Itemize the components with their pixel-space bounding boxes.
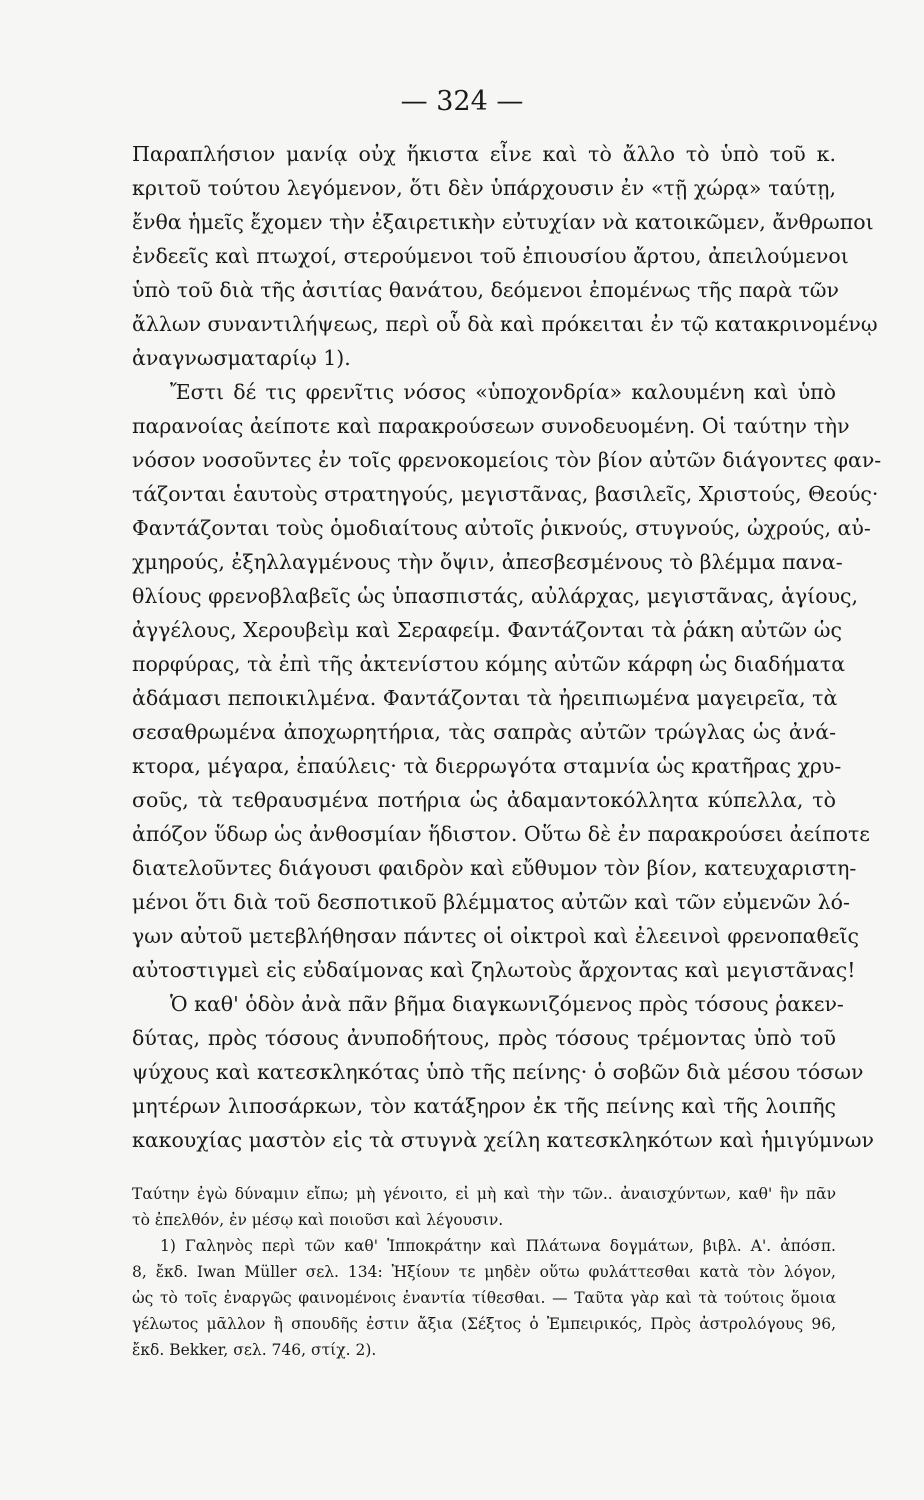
body-line: αὐτοστιγμεὶ εἰς εὐδαίμονας καὶ ζηλωτοὺς ἄρχοντας καὶ μεγιστᾶνας! — [132, 958, 856, 982]
footnote-line: 1) Γαληνὸς περὶ τῶν καθ' Ἱπποκράτην καὶ Πλάτωνα δογμάτων, βιβλ. Α'. ἀπόσπ. — [160, 1237, 836, 1255]
body-line: Ὁ καθ' ὁδὸν ἀνὰ πᾶν βῆμα διαγκωνιζόμενος πρὸς τόσους ῥακεν- — [170, 992, 844, 1016]
page-number: — 324 — — [400, 86, 524, 117]
body-line: κακουχίας μαστὸν εἰς τὰ στυγνὰ χείλη κατεσκληκότων καὶ ἡμιγύμνων — [132, 1128, 874, 1152]
body-line: δύτας, πρὸς τόσους ἀνυποδήτους, πρὸς τόσους τρέμοντας ὑπὸ τοῦ — [132, 1026, 836, 1050]
body-line: διατελοῦντες διάγουσι φαιδρὸν καὶ εὔθυμον τὸν βίον, κατευχαριστη- — [132, 856, 857, 880]
body-line: μητέρων λιποσάρκων, τὸν κατάξηρον ἐκ τῆς πείνης καὶ τῆς λοιπῆς — [132, 1094, 836, 1118]
footnote-line: ὡς τὸ τοῖς ἐναργῶς φαινομένοις ἐναντία τίθεσθαι. — Ταῦτα γὰρ καὶ τὰ τούτοις ὅμοια — [132, 1289, 836, 1307]
body-line: Παραπλήσιον μανίᾳ οὐχ ἥκιστα εἶνε καὶ τὸ ἄλλο τὸ ὑπὸ τοῦ κ. — [132, 142, 836, 166]
footnote-line: 8, ἔκδ. Iwan Müller σελ. 134: Ἠξίουν τε μηδὲν οὕτω φυλάττεσθαι κατὰ τὸν λόγον, — [132, 1263, 836, 1281]
body-line: νόσον νοσοῦντες ἐν τοῖς φρενοκομείοις τὸν βίον αὐτῶν διάγοντες φαν- — [132, 448, 882, 472]
body-line: ἀγγέλους, Χερουβεὶμ καὶ Σεραφείμ. Φαντάζονται τὰ ῥάκη αὐτῶν ὡς — [132, 618, 842, 642]
footnote-line: γέλωτος μᾶλλον ἢ σπουδῆς ἐστιν ἄξια (Σέξτος ὁ Ἐμπειρικός, Πρὸς ἀστρολόγους 96, — [132, 1315, 836, 1333]
body-line: ἀναγνωσματαρίῳ 1). — [132, 346, 351, 370]
body-line: γων αὐτοῦ μετεβλήθησαν πάντες οἱ οἰκτροὶ καὶ ἐλεεινοὶ φρενοπαθεῖς — [132, 924, 859, 948]
body-line: μένοι ὅτι διὰ τοῦ δεσποτικοῦ βλέμματος αὐτῶν καὶ τῶν εὐμενῶν λό- — [132, 890, 850, 914]
body-line: ψύχους καὶ κατεσκληκότας ὑπὸ τῆς πείνης· ὁ σοβῶν διὰ μέσου τόσων — [132, 1060, 864, 1084]
body-line: ἀδάμασι πεποικιλμένα. Φαντάζονται τὰ ἠρειπιωμένα μαγειρεῖα, τὰ — [132, 686, 838, 710]
body-line: ἄλλων συναντιλήψεως, περὶ οὗ δὰ καὶ πρόκειται ἐν τῷ κατακρινομένῳ — [132, 312, 878, 336]
body-line: σοῦς, τὰ τεθραυσμένα ποτήρια ὡς ἀδαμαντοκόλλητα κύπελλα, τὸ — [132, 788, 836, 812]
body-line: τάζονται ἑαυτοὺς στρατηγούς, μεγιστᾶνας, βασιλεῖς, Χριστούς, Θεούς· — [132, 482, 879, 506]
body-line: ἀπόζον ὕδωρ ὡς ἀνθοσμίαν ἥδιστον. Οὕτω δὲ ἐν παρακρούσει ἀείποτε — [132, 822, 870, 846]
body-line: ἔνθα ἡμεῖς ἔχομεν τὴν ἐξαιρετικὴν εὐτυχίαν νὰ κατοικῶμεν, ἄνθρωποι — [132, 210, 874, 234]
footnote-line: τὸ ἐπελθόν, ἐν μέσῳ καὶ ποιοῦσι καὶ λέγουσιν. — [132, 1211, 504, 1229]
body-line: ἐνδεεῖς καὶ πτωχοί, στερούμενοι τοῦ ἐπιουσίου ἄρτου, ἀπειλούμενοι — [132, 244, 849, 268]
body-line: θλίους φρενοβλαβεῖς ὡς ὑπασπιστάς, αὐλάρχας, μεγιστᾶνας, ἁγίους, — [132, 584, 859, 608]
footnote-line: Ταύτην ἐγὼ δύναμιν εἴπω; μὴ γένοιτο, εἰ μὴ καὶ τὴν τῶν.. ἀναισχύντων, καθ' ἣν πᾶν — [132, 1185, 836, 1203]
body-line: Ἔστι δέ τις φρενῖτις νόσος «ὑποχονδρία» καλουμένη καὶ ὑπὸ — [170, 380, 836, 404]
body-line: Φαντάζονται τοὺς ὁμοδιαίτους αὐτοῖς ῥικνούς, στυγνούς, ὠχρούς, αὐ- — [132, 516, 871, 540]
body-line: σεσαθρωμένα ἀποχωρητήρια, τὰς σαπρὰς αὐτῶν τρώγλας ὡς ἀνά- — [132, 720, 836, 744]
body-line: ὑπὸ τοῦ διὰ τῆς ἀσιτίας θανάτου, δεόμενοι ἐπομένως τῆς παρὰ τῶν — [132, 278, 839, 302]
body-line: χμηρούς, ἐξηλλαγμένους τὴν ὄψιν, ἀπεσβεσμένους τὸ βλέμμα πανα- — [132, 550, 843, 574]
body-line: παρανοίας ἀείποτε καὶ παρακρούσεων συνοδευομένη. Οἱ ταύτην τὴν — [132, 414, 850, 438]
body-line: πορφύρας, τὰ ἐπὶ τῆς ἀκτενίστου κόμης αὐτῶν κάρφη ὡς διαδήματα — [132, 652, 846, 676]
body-line: κτορα, μέγαρα, ἐπαύλεις· τὰ διερρωγότα σταμνία ὡς κρατῆρας χρυ- — [132, 754, 842, 778]
footnote-line: ἔκδ. Bekker, σελ. 746, στίχ. 2). — [132, 1341, 377, 1359]
body-line: κριτοῦ τούτου λεγόμενον, ὅτι δὲν ὑπάρχουσιν ἐν «τῇ χώρᾳ» ταύτῃ, — [132, 176, 836, 200]
